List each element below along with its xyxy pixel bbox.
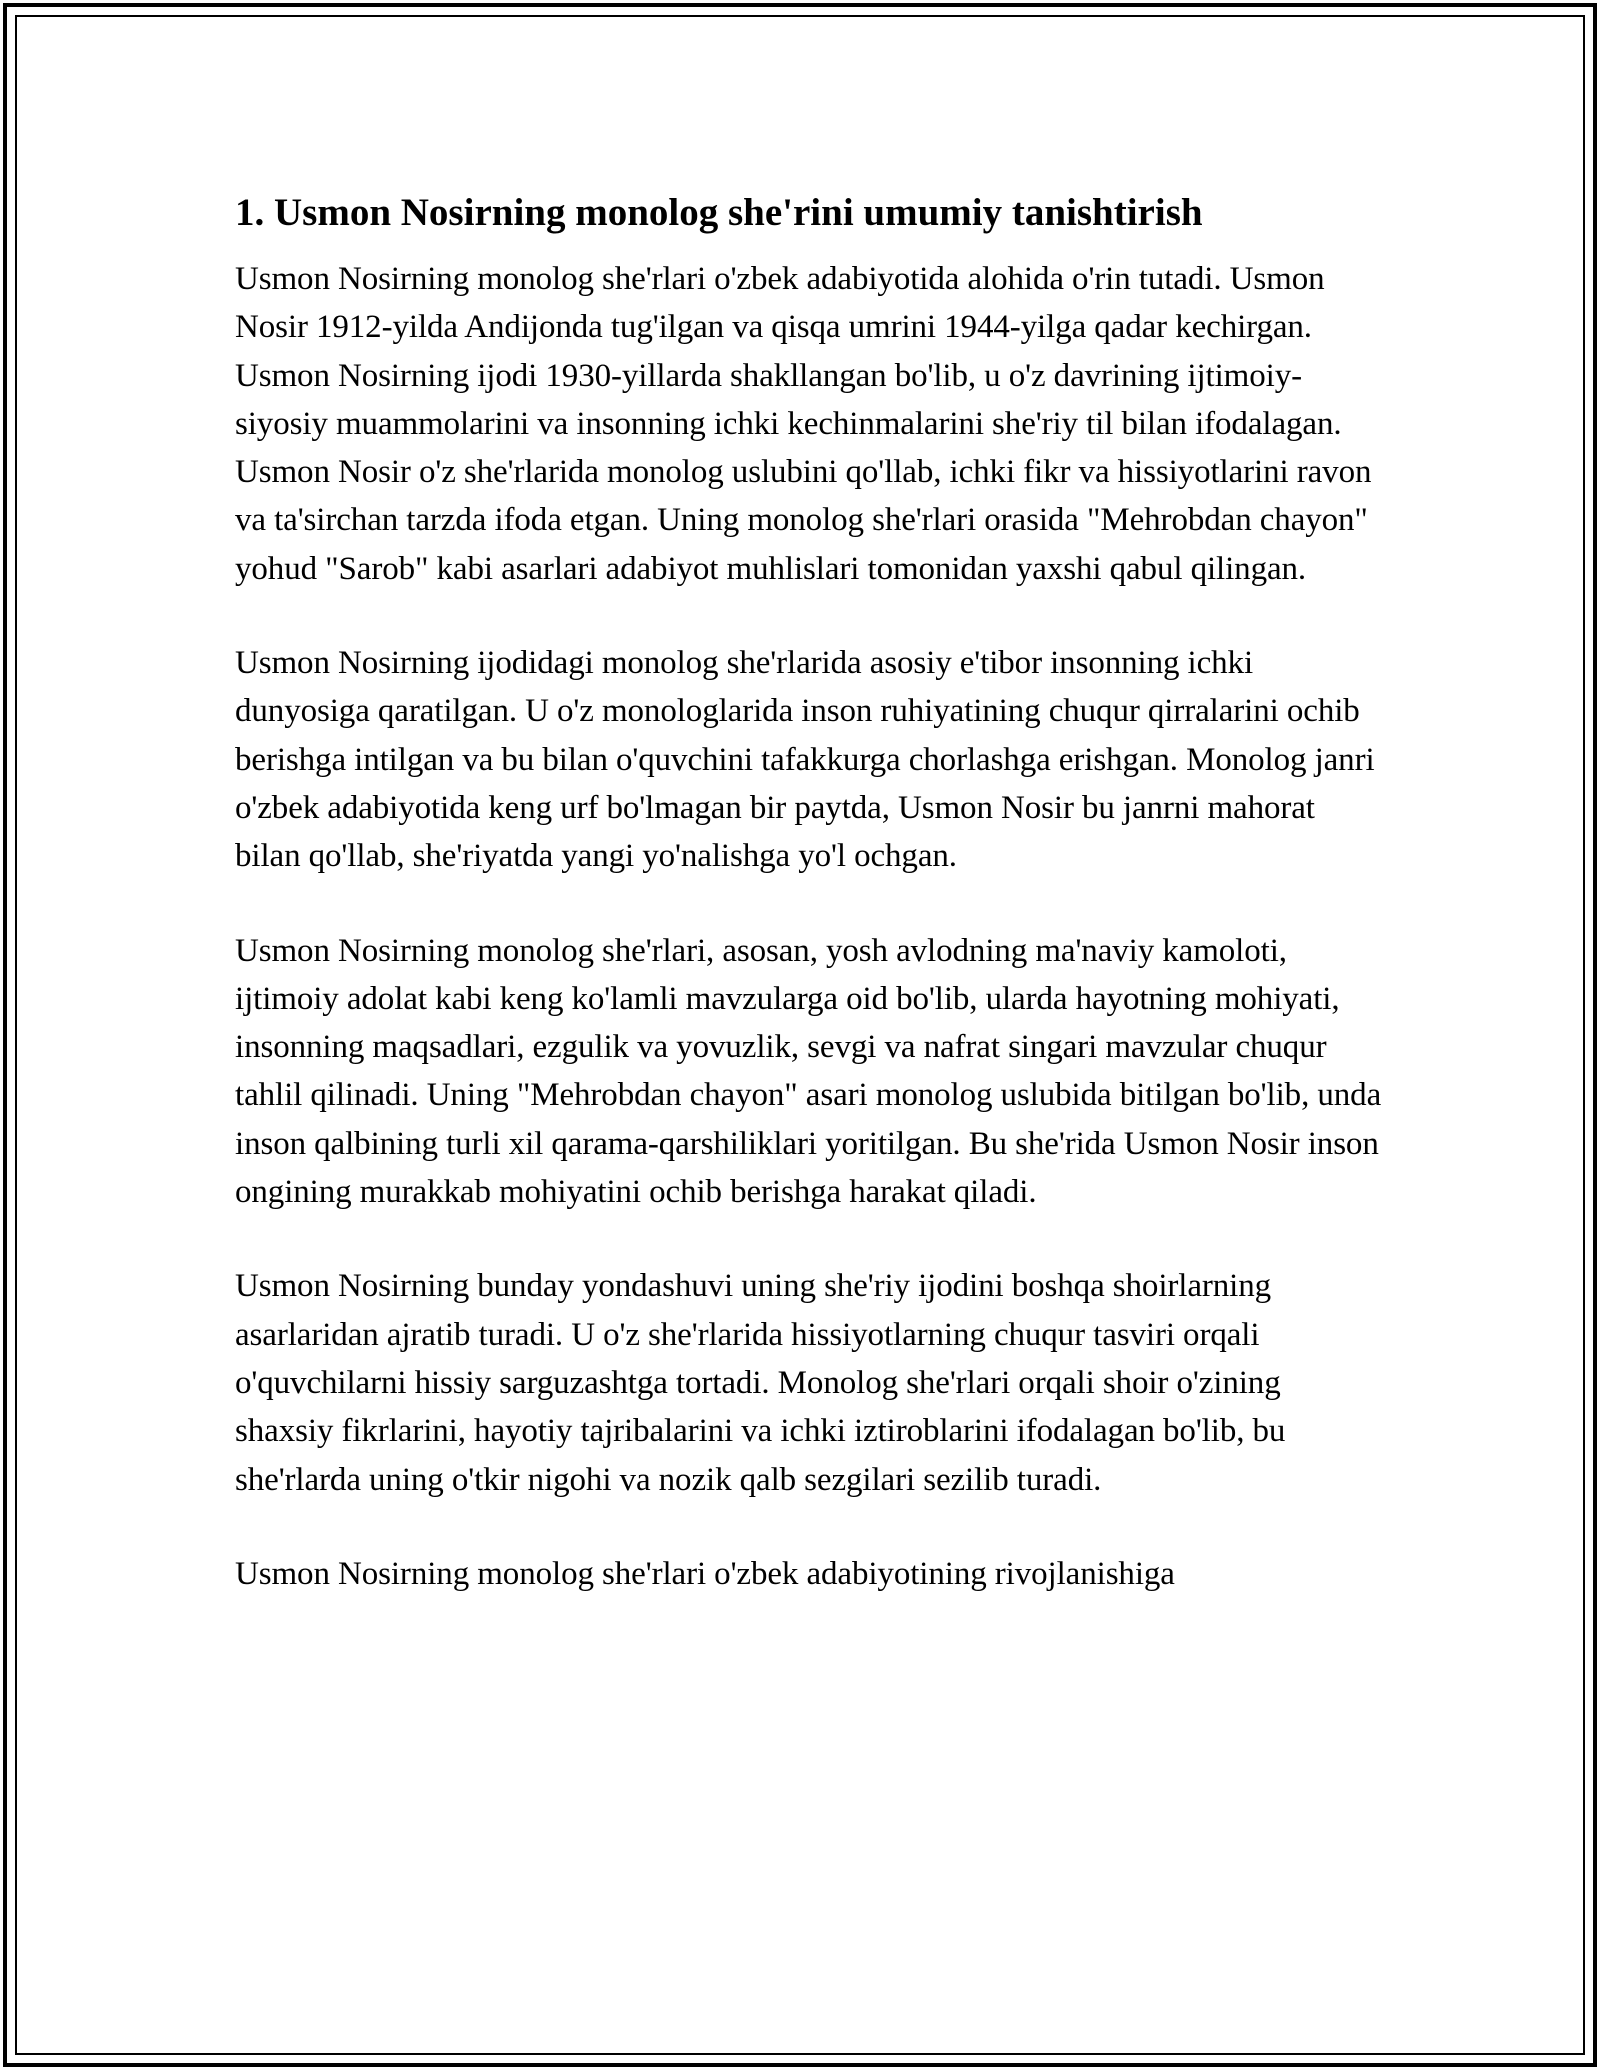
paragraph-2: Usmon Nosirning ijodidagi monolog she'rlarida asosiy e'tibor insonning ichki dunyosiga qaratilgan. U o'z monologlarida inson ruhiyatining chuqur qirralarini ochib berishga intilgan va bu bilan o'quvchini tafakkurga chorlashga erishgan. Monolog janri o'zbek adabiyotida keng urf bo'lmagan bir paytda, Usmon Nosir bu janrni mahorat bilan qo'llab, she'riyatda yangi yo'nalishga yo'l ochgan. — [235, 645, 1375, 875]
document-body — [235, 185, 1385, 1598]
paragraph-1: Usmon Nosirning monolog she'rlari o'zbek adabiyotida alohida o'rin tutadi. Usmon Nosir 1912-yilda Andijonda tug'ilgan va qisqa umrini 1944-yilga qadar kechirgan. Usmon Nosirning ijodi 1930-yillarda shakllangan bo'lib, u o'z davrining ijtimoiy-siyosiy muammolarini va insonning ichki kechinmalarini she'riy til bilan ifodalagan. Usmon Nosir o'z she'rlarida monolog uslubini qo'llab, ichki fikr va hissiyotlarini ravon va ta'sirchan tarzda ifoda etgan. Uning monolog she'rlari orasida "Mehrobdan chayon" yohud "Sarob" kabi asarlari adabiyot muhlislari tomonidan yaxshi qabul qilingan. — [235, 261, 1372, 587]
section-heading: 1. Usmon Nosirning monolog she'rini umumiy tanishtirish — [235, 191, 1203, 234]
paragraph-5: Usmon Nosirning monolog she'rlari o'zbek adabiyotining rivojlanishiga — [235, 1555, 1175, 1592]
paragraph-3: Usmon Nosirning monolog she'rlari, asosan, yosh avlodning ma'naviy kamoloti, ijtimoiy adolat kabi keng ko'lamli mavzularga oid bo'lib, ularda hayotning mohiyati, insonning maqsadlari, ezgulik va yovuzlik, sevgi va nafrat singari mavzular chuqur tahlil qilinadi. Uning "Mehrobdan chayon" asari monolog uslubida bitilgan bo'lib, unda inson qalbining turli xil qarama-qarshiliklari yoritilgan. Bu she'rida Usmon Nosir inson ongining murakkab mohiyatini ochib berishga harakat qiladi. — [235, 932, 1382, 1211]
paragraph-4: Usmon Nosirning bunday yondashuvi uning she'riy ijodini boshqa shoirlarning asarlaridan ajratib turadi. U o'z she'rlarida hissiyotlarning chuqur tasviri orqali o'quvchilarni hissiy sarguzashtga tortadi. Monolog she'rlari orqali shoir o'zining shaxsiy fikrlarini, hayotiy tajribalarini va ichki iztiroblarini ifodalagan bo'lib, bu she'rlarda uning o'tkir nigohi va nozik qalb sezgilari sezilib turadi. — [235, 1268, 1286, 1498]
